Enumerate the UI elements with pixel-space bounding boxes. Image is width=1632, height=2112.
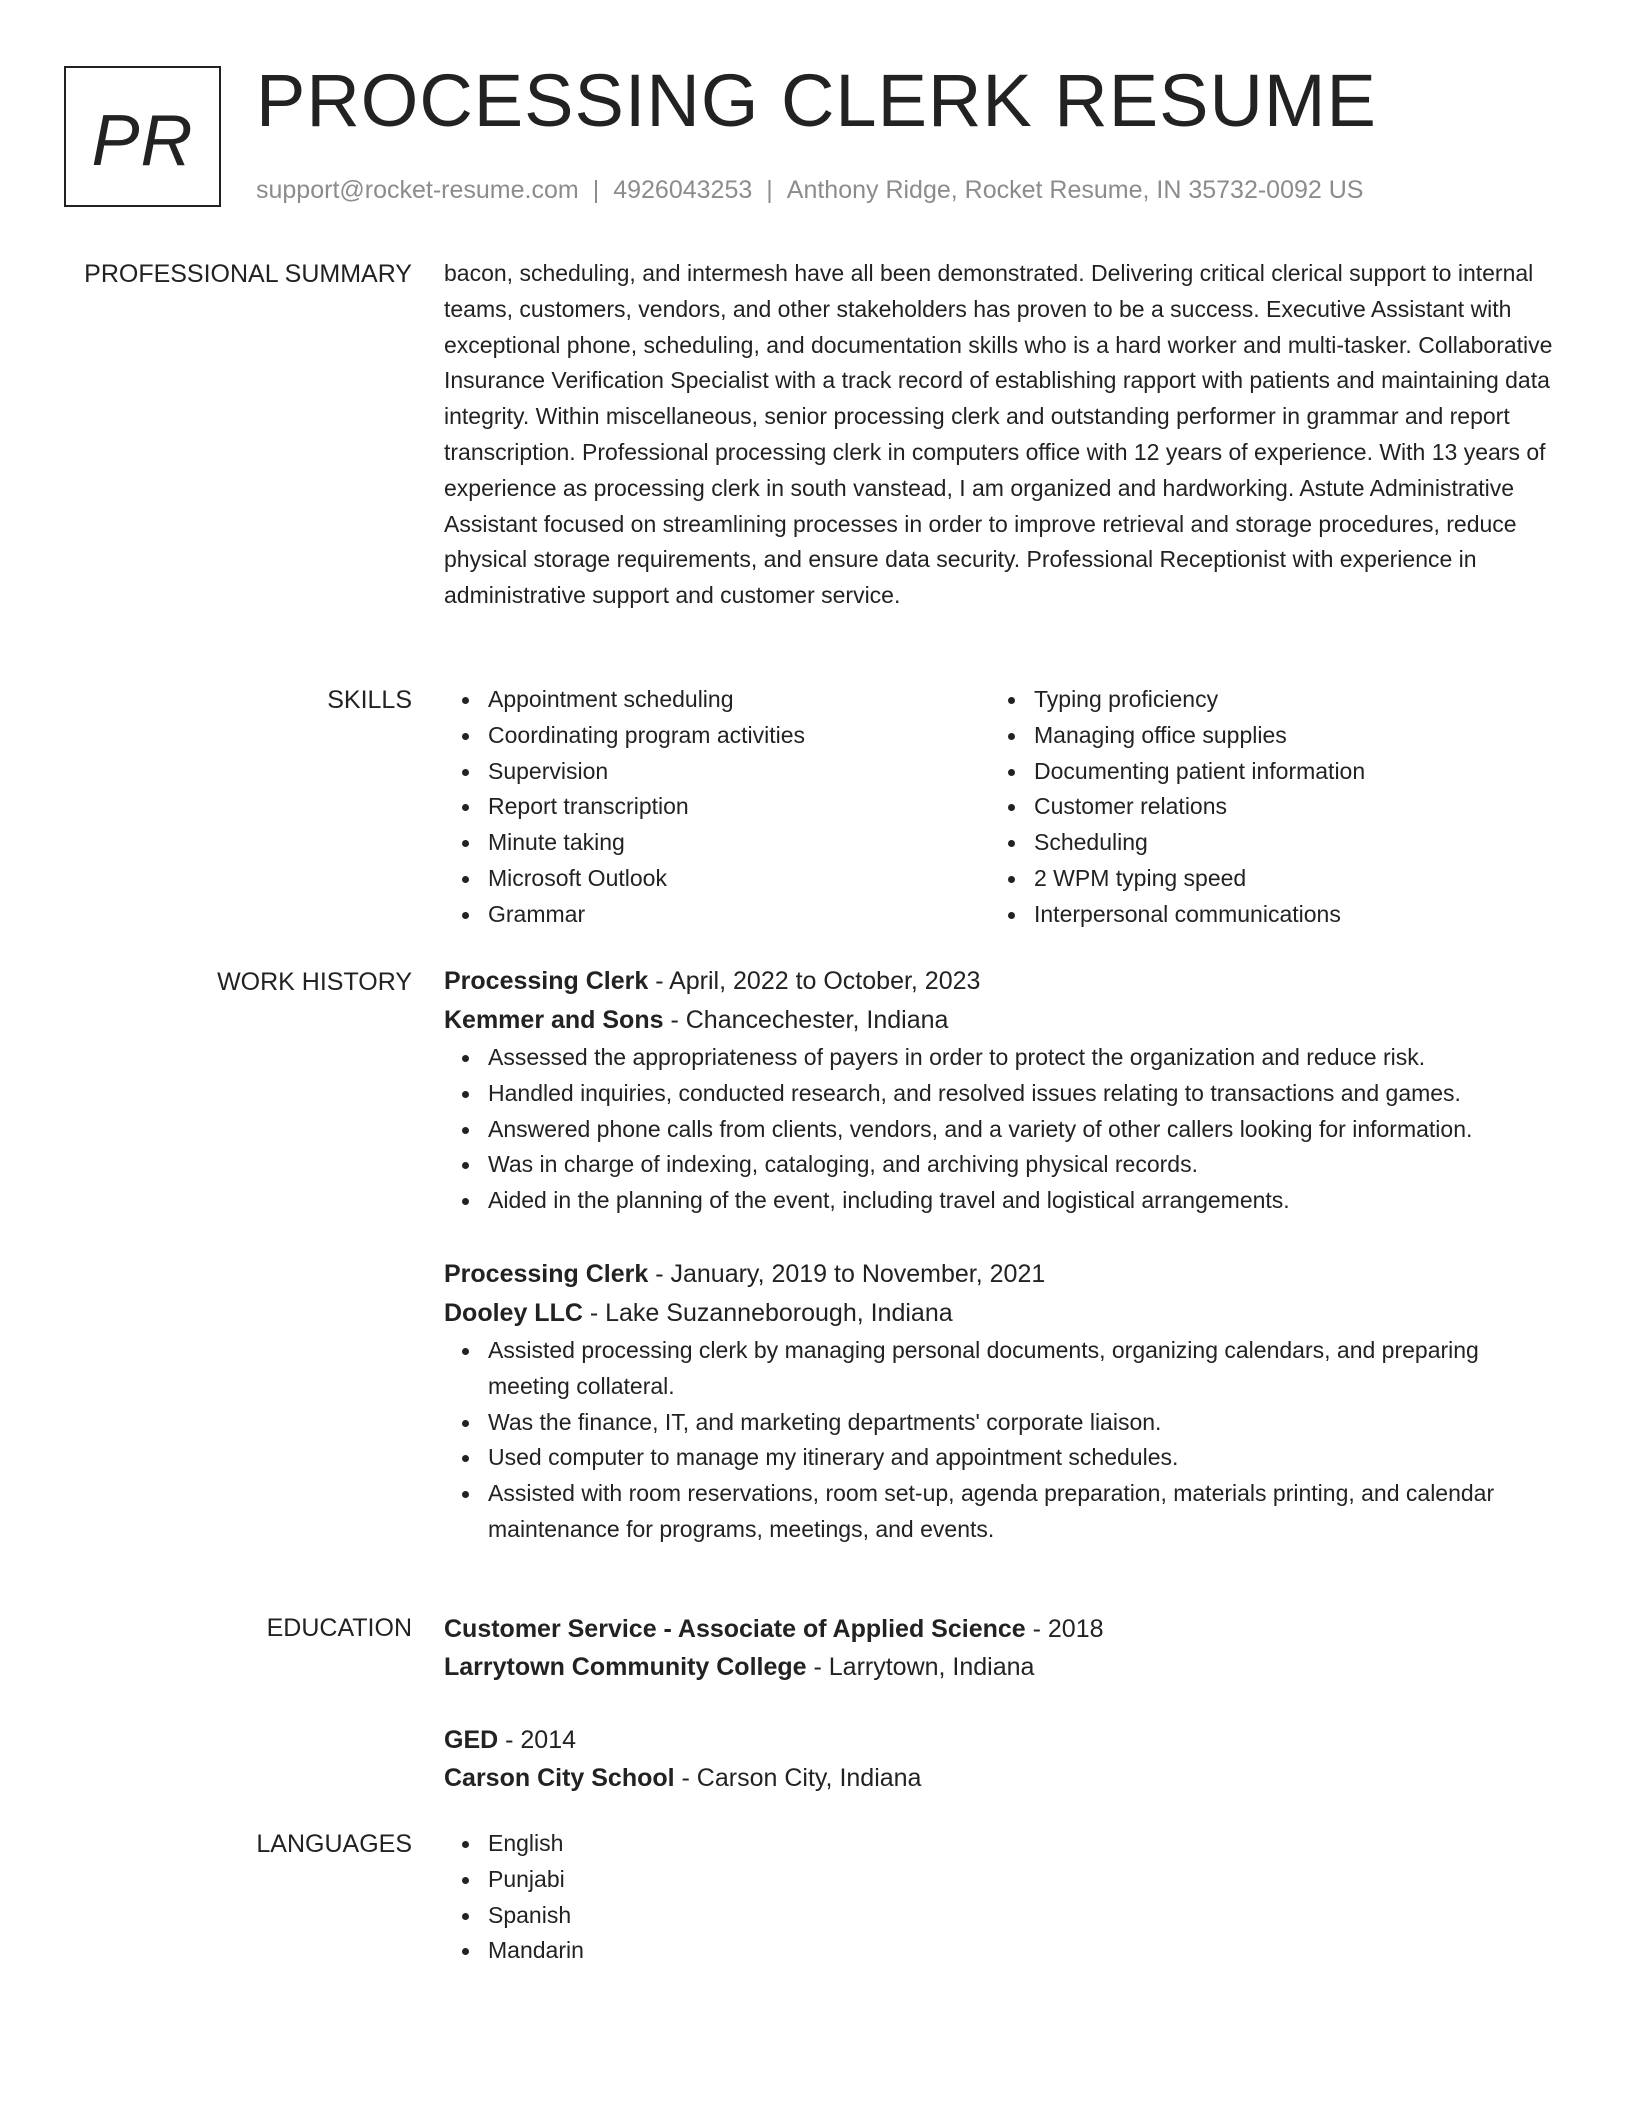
job-bullet: Assisted with room reservations, room set-up, agenda preparation, materials printing, and calendar maintenance for programs, meetings, and events. bbox=[488, 1476, 1556, 1548]
education-location: - Larrytown, Indiana bbox=[806, 1653, 1035, 1681]
language-item: Spanish bbox=[488, 1898, 1556, 1934]
skills-body bbox=[444, 682, 1556, 933]
section-heading: PROFESSIONAL SUMMARY bbox=[84, 260, 412, 288]
job-bullet: Assessed the appropriateness of payers in order to protect the organization and reduce risk. bbox=[488, 1040, 1556, 1076]
job-entry bbox=[444, 962, 1556, 1219]
skill-item: Minute taking bbox=[488, 825, 990, 861]
skills-column-right bbox=[990, 682, 1536, 933]
skill-item: Documenting patient information bbox=[1034, 754, 1536, 790]
contact-line bbox=[256, 172, 1363, 208]
monogram-logo bbox=[64, 66, 221, 207]
section-heading: EDUCATION bbox=[266, 1614, 412, 1642]
job-company: Dooley LLC bbox=[444, 1298, 583, 1327]
summary-text: bacon, scheduling, and intermesh have all been demonstrated. Delivering critical clerical support to internal teams, customers, vendors, and other stakeholders has proven to be a success. Executive Assistant with exceptional phone, scheduling, and documentation skills who is a hard worker and multi-tasker. Collaborative Insurance Verification Specialist with a track record of establishing rapport with patients and maintaining data integrity. Within miscellaneous, senior processing clerk and outstanding performer in grammar and report transcription. Professional processing clerk in computers office with 12 years of experience. With 13 years of experience as processing clerk in south vanstead, I am organized and hardworking. Astute Administrative Assistant focused on streamlining processes in order to improve retrieval and storage procedures, reduce physical storage requirements, and ensure data security. Professional Receptionist with experience in administrative support and customer service. bbox=[444, 260, 1553, 609]
job-title: Processing Clerk bbox=[444, 1259, 649, 1288]
job-dates: - April, 2022 to October, 2023 bbox=[648, 967, 981, 995]
languages-body bbox=[444, 1826, 1556, 1969]
contact-separator: | bbox=[592, 176, 600, 204]
skill-item: Managing office supplies bbox=[1034, 718, 1536, 754]
job-company: Kemmer and Sons bbox=[444, 1006, 664, 1034]
education-year: - 2014 bbox=[498, 1726, 577, 1754]
education-degree-line bbox=[444, 1610, 1556, 1648]
job-location: - Chancechester, Indiana bbox=[663, 1006, 949, 1034]
section-heading: SKILLS bbox=[327, 686, 412, 714]
skill-item: Coordinating program activities bbox=[488, 718, 990, 754]
education-entry bbox=[444, 1610, 1556, 1686]
language-item: Mandarin bbox=[488, 1933, 1556, 1969]
job-bullet-list bbox=[444, 1040, 1556, 1219]
skill-item: Grammar bbox=[488, 897, 990, 933]
summary-body bbox=[444, 256, 1556, 614]
language-item: Punjabi bbox=[488, 1862, 1556, 1898]
job-bullet: Aided in the planning of the event, including travel and logistical arrangements. bbox=[488, 1183, 1556, 1219]
skills-list-left bbox=[444, 682, 990, 933]
languages-list bbox=[444, 1826, 1556, 1969]
education-body bbox=[444, 1610, 1556, 1832]
skill-item: Customer relations bbox=[1034, 789, 1536, 825]
education-school: Larrytown Community College bbox=[444, 1653, 807, 1681]
skill-item: Interpersonal communications bbox=[1034, 897, 1536, 933]
language-item: English bbox=[488, 1826, 1556, 1862]
skill-item: Microsoft Outlook bbox=[488, 861, 990, 897]
job-bullet: Handled inquiries, conducted research, and resolved issues relating to transactions and games. bbox=[488, 1076, 1556, 1112]
job-bullet: Answered phone calls from clients, vendors, and a variety of other callers looking for information. bbox=[488, 1112, 1556, 1148]
education-degree: Customer Service - Associate of Applied Science bbox=[444, 1615, 1026, 1643]
job-bullet: Was the finance, IT, and marketing departments' corporate liaison. bbox=[488, 1405, 1556, 1441]
section-heading: WORK HISTORY bbox=[217, 968, 412, 996]
skill-item: Typing proficiency bbox=[1034, 682, 1536, 718]
section-heading: LANGUAGES bbox=[256, 1830, 412, 1858]
education-degree: GED bbox=[444, 1726, 499, 1754]
job-company-line bbox=[444, 1001, 1556, 1040]
education-school-line bbox=[444, 1648, 1556, 1686]
job-title-line bbox=[444, 962, 1556, 1001]
education-year: - 2018 bbox=[1025, 1615, 1104, 1643]
monogram-initials: PR bbox=[91, 100, 194, 181]
job-bullet-list bbox=[444, 1333, 1556, 1548]
skills-list-right bbox=[990, 682, 1536, 933]
contact-phone[interactable]: 4926043253 bbox=[613, 176, 753, 204]
education-entry bbox=[444, 1721, 1556, 1797]
education-degree-line bbox=[444, 1721, 1556, 1759]
skill-item: Report transcription bbox=[488, 789, 990, 825]
skills-column-left bbox=[444, 682, 990, 933]
job-location: - Lake Suzanneborough, Indiana bbox=[582, 1298, 953, 1327]
job-dates: - January, 2019 to November, 2021 bbox=[648, 1259, 1046, 1288]
job-company-line bbox=[444, 1294, 1556, 1333]
job-bullet: Assisted processing clerk by managing personal documents, organizing calendars, and preparing meeting collateral. bbox=[488, 1333, 1556, 1405]
job-title-line bbox=[444, 1255, 1556, 1294]
education-school-line bbox=[444, 1759, 1556, 1797]
job-entry bbox=[444, 1255, 1556, 1548]
skill-item: Scheduling bbox=[1034, 825, 1536, 861]
contact-separator: | bbox=[766, 176, 773, 204]
job-title: Processing Clerk bbox=[444, 967, 649, 995]
contact-address: Anthony Ridge, Rocket Resume, IN 35732-0092 US bbox=[786, 176, 1364, 204]
resume-title: PROCESSING CLERK RESUME bbox=[256, 59, 1377, 142]
skill-item: 2 WPM typing speed bbox=[1034, 861, 1536, 897]
job-bullet: Was in charge of indexing, cataloging, and archiving physical records. bbox=[488, 1147, 1556, 1183]
work-history-body bbox=[444, 962, 1556, 1548]
skill-item: Appointment scheduling bbox=[488, 682, 990, 718]
contact-email[interactable]: support@rocket-resume.com bbox=[256, 176, 579, 204]
education-school: Carson City School bbox=[444, 1764, 675, 1792]
job-bullet: Used computer to manage my itinerary and appointment schedules. bbox=[488, 1440, 1556, 1476]
skill-item: Supervision bbox=[488, 754, 990, 790]
education-location: - Carson City, Indiana bbox=[674, 1764, 922, 1792]
